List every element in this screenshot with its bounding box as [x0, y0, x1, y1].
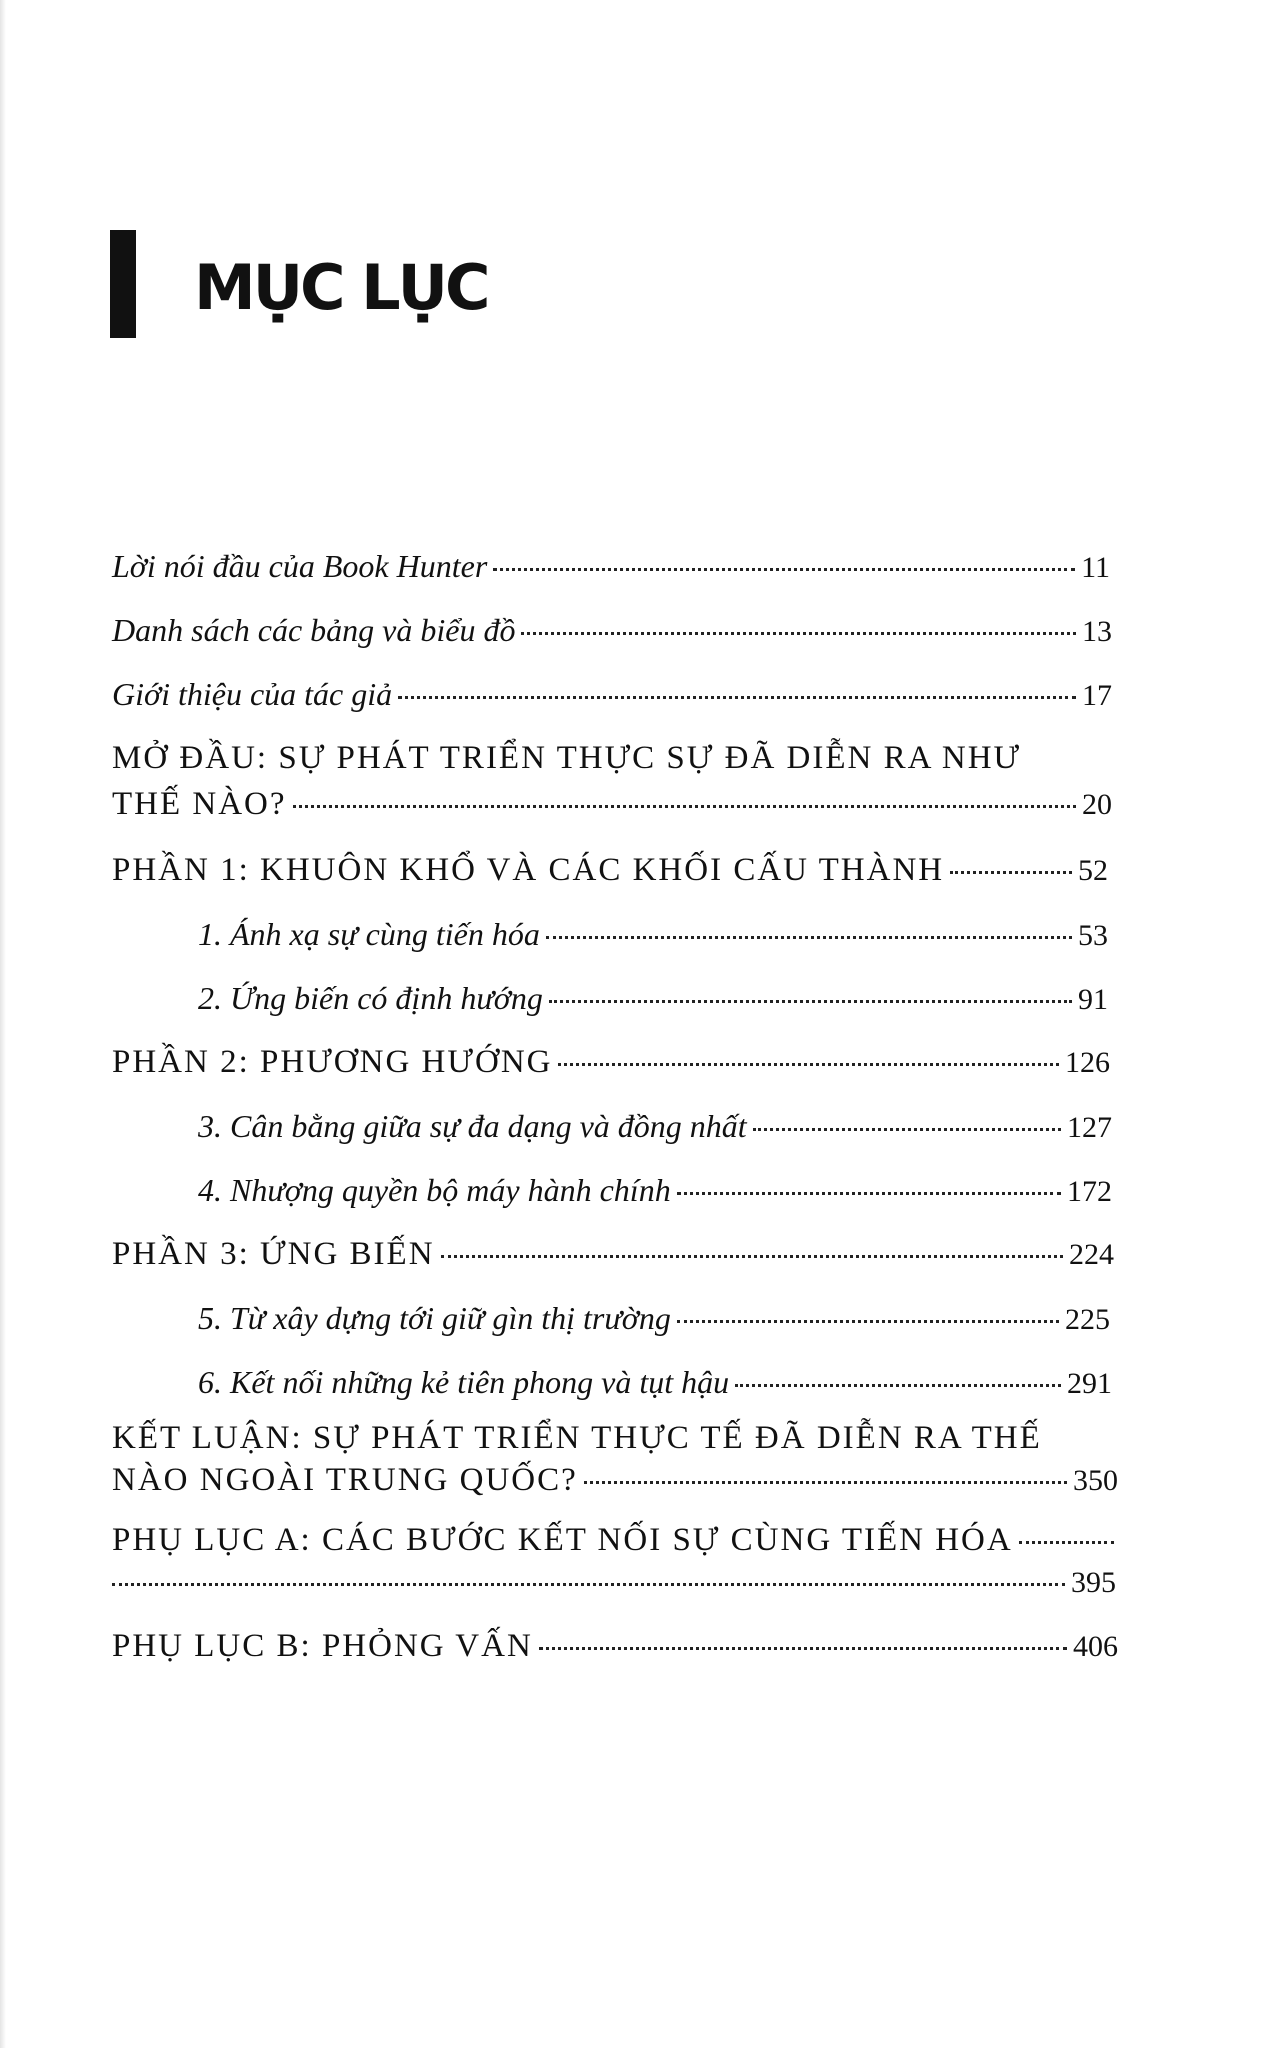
toc-page-number: 53	[1078, 919, 1108, 952]
toc-entry-label: 4. Nhượng quyền bộ máy hành chính	[198, 1172, 671, 1208]
toc-page-number: 11	[1081, 551, 1110, 584]
dot-leader	[735, 1384, 1061, 1387]
toc-page-number: 52	[1078, 854, 1108, 887]
toc-entry-label-line1: MỞ ĐẦU: SỰ PHÁT TRIỂN THỰC SỰ ĐÃ DIỄN RA NHƯ	[112, 740, 1022, 776]
toc-entry-appendix-a	[112, 1566, 1116, 1600]
toc-page-number: 406	[1073, 1630, 1118, 1663]
toc-entry-label: 2. Ứng biến có định hướng	[198, 980, 543, 1016]
toc-entry-chapter-2	[198, 980, 1108, 1017]
dot-leader	[521, 632, 1076, 635]
toc-entry-appendix-b	[112, 1628, 1118, 1665]
dot-leader	[558, 1063, 1059, 1066]
toc-entry-label: PHỤ LỤC B: PHỎNG VẤN	[112, 1628, 533, 1664]
toc-entry-label: PHỤ LỤC A: CÁC BƯỚC KẾT NỐI SỰ CÙNG TIẾN HÓA	[112, 1522, 1013, 1558]
dot-leader	[549, 1000, 1072, 1003]
toc-entry-part-1	[112, 852, 1108, 889]
dot-leader	[677, 1320, 1059, 1323]
toc-entry-label: 1. Ánh xạ sự cùng tiến hóa	[198, 916, 540, 952]
dot-leader	[398, 696, 1076, 699]
dot-leader	[293, 805, 1076, 808]
toc-page-number: 17	[1082, 679, 1112, 712]
toc-page-number: 225	[1065, 1303, 1110, 1336]
dot-leader	[539, 1647, 1067, 1650]
dot-leader	[493, 568, 1075, 571]
toc-entry-introduction	[112, 786, 1112, 823]
toc-entry-conclusion	[112, 1462, 1118, 1499]
toc-page-number: 13	[1082, 615, 1112, 648]
toc-entry-label: 6. Kết nối những kẻ tiên phong và tụt hậu	[198, 1364, 730, 1400]
toc-entry-label: 5. Từ xây dựng tới giữ gìn thị trường	[198, 1300, 671, 1336]
toc-page-number: 91	[1078, 983, 1108, 1016]
dot-leader	[112, 1583, 1065, 1586]
toc-page-number: 126	[1065, 1046, 1110, 1079]
toc-page-number: 127	[1067, 1111, 1112, 1144]
toc-entry-label-line1: KẾT LUẬN: SỰ PHÁT TRIỂN THỰC TẾ ĐÃ DIỄN RA THẾ	[112, 1420, 1042, 1456]
toc-entry-chapter-6	[198, 1364, 1112, 1401]
toc-page-number: 395	[1071, 1566, 1116, 1599]
toc-page-number: 291	[1067, 1367, 1112, 1400]
toc-entry-label: Lời nói đầu của Book Hunter	[112, 548, 488, 584]
heading-accent-bar	[110, 230, 136, 338]
toc-page-number: 172	[1067, 1175, 1112, 1208]
toc-entry-label: THẾ NÀO?	[112, 786, 287, 822]
dot-leader	[950, 871, 1072, 874]
toc-entry-chapter-4	[198, 1172, 1112, 1209]
toc-page-number: 350	[1073, 1464, 1118, 1497]
toc-page-number: 20	[1082, 788, 1112, 821]
toc-entry-preface	[112, 548, 1110, 585]
toc-page-number: 224	[1069, 1238, 1114, 1271]
dot-leader	[546, 936, 1072, 939]
dot-leader	[677, 1192, 1061, 1195]
dot-leader	[584, 1481, 1067, 1484]
toc-entry-label: 3. Cân bằng giữa sự đa dạng và đồng nhất	[198, 1108, 747, 1144]
dot-leader	[1019, 1541, 1114, 1544]
toc-entry-label: NÀO NGOÀI TRUNG QUỐC?	[112, 1462, 578, 1498]
toc-entry-label: Giới thiệu của tác giả	[112, 676, 393, 712]
toc-entry-chapter-5	[198, 1300, 1110, 1337]
toc-entry-author-intro	[112, 676, 1112, 713]
page-title: MỤC LỤC	[194, 251, 488, 324]
toc-entry-label: PHẦN 1: KHUÔN KHỔ VÀ CÁC KHỐI CẤU THÀNH	[112, 852, 945, 888]
toc-entry-label: Danh sách các bảng và biểu đồ	[112, 612, 516, 648]
dot-leader	[441, 1255, 1063, 1258]
toc-entry-chapter-1	[198, 916, 1108, 953]
toc-entry-label: PHẦN 2: PHƯƠNG HƯỚNG	[112, 1044, 553, 1080]
toc-entry-part-3	[112, 1236, 1114, 1273]
toc-entry-part-2	[112, 1044, 1110, 1081]
toc-entry-chapter-3	[198, 1108, 1112, 1145]
page-edge-shadow	[0, 0, 6, 2048]
toc-entry-appendix-a-line1	[112, 1522, 1120, 1559]
dot-leader	[753, 1128, 1061, 1131]
toc-entry-tables-list	[112, 612, 1112, 649]
toc-entry-label: PHẦN 3: ỨNG BIẾN	[112, 1236, 435, 1272]
